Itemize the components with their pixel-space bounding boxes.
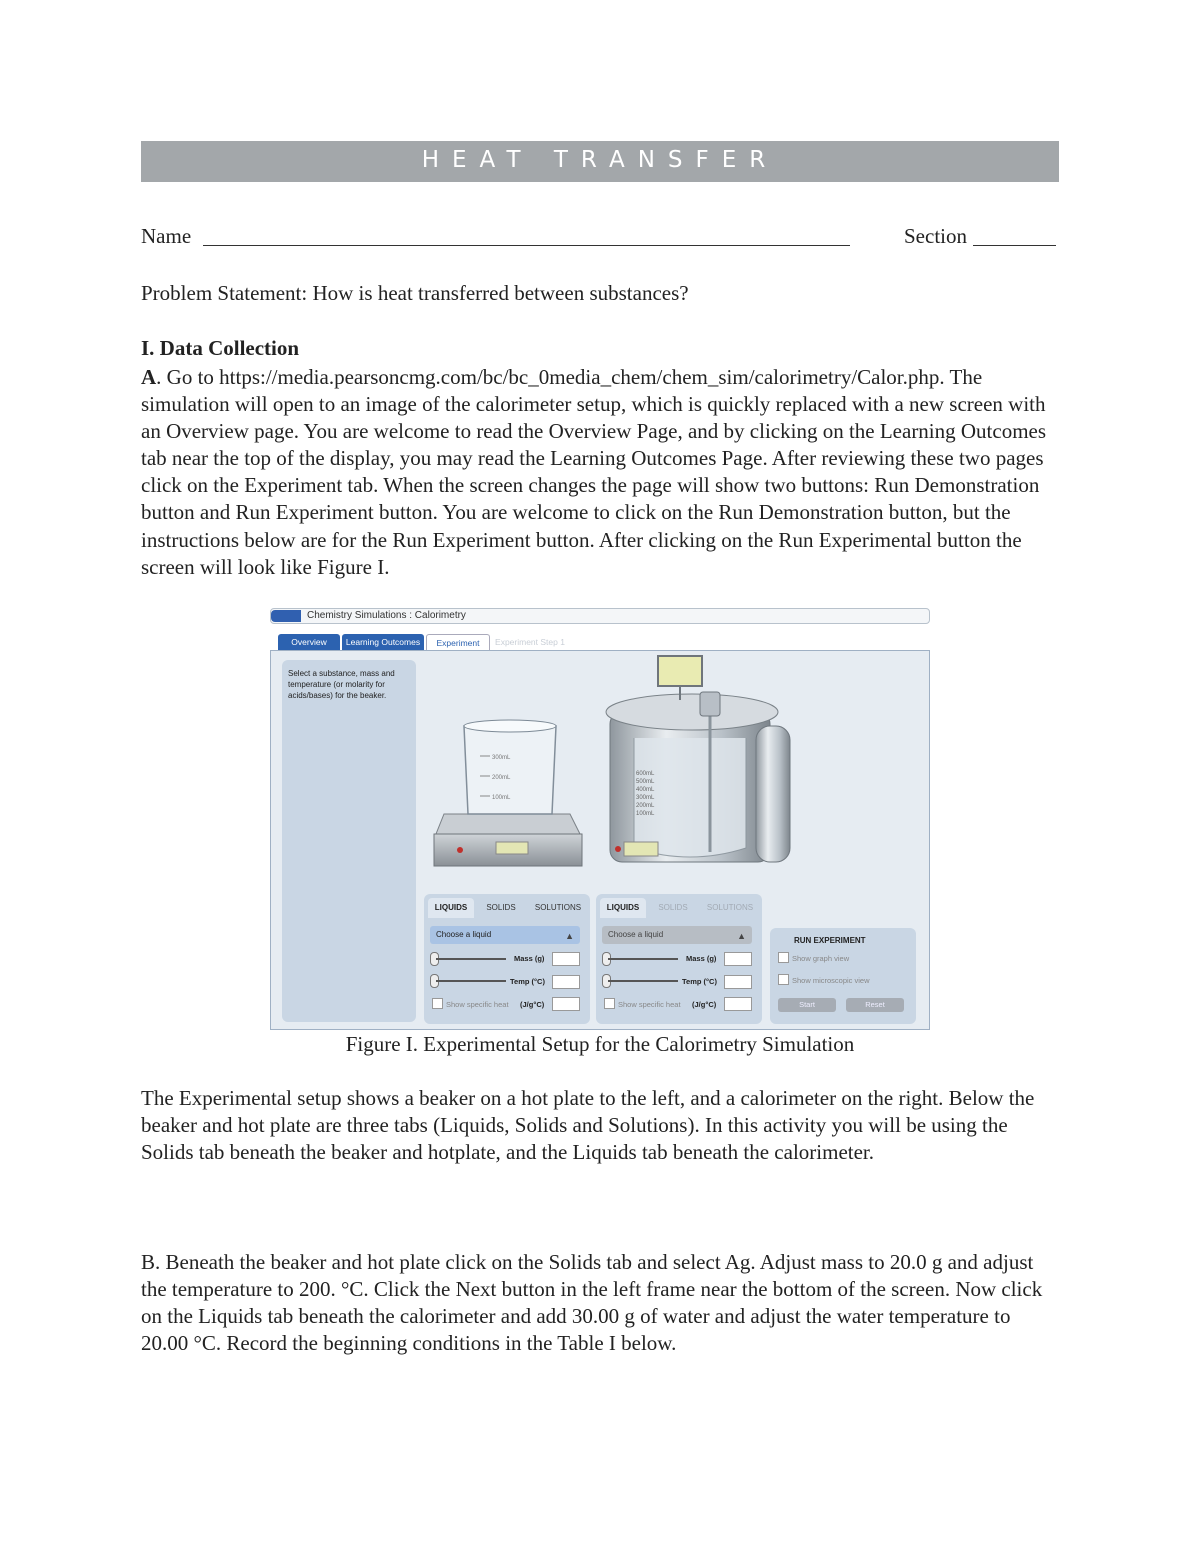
name-blank[interactable] (203, 245, 850, 246)
tab-experiment[interactable]: Experiment (426, 634, 490, 651)
beaker-mark-300: 300mL (492, 755, 511, 761)
beaker-mark-200: 200mL (492, 775, 511, 781)
beaker-specific-heat-input[interactable] (552, 997, 580, 1011)
beaker-temp-label: Temp (°C) (510, 977, 545, 986)
part-a-paragraph (141, 364, 1061, 581)
beaker-control-panel (424, 894, 590, 1024)
hot-plate (434, 814, 582, 866)
cal-specific-heat-label: Show specific heat (618, 1000, 681, 1009)
beaker-temp-input[interactable] (552, 975, 580, 989)
beaker-specific-heat-label: Show specific heat (446, 1000, 509, 1009)
sim-left-frame (282, 660, 416, 1022)
sim-instruction: Select a substance, mass and temperature (or molarity for acids/bases) for the beaker. (288, 669, 395, 700)
beaker-units-label: (J/g°C) (520, 1000, 545, 1009)
cal-liquid-select[interactable] (602, 926, 752, 944)
pearson-logo-icon (271, 610, 301, 622)
section-heading: I. Data Collection (141, 336, 300, 360)
cal-mark-300: 300mL (636, 795, 655, 801)
cal-specific-heat-checkbox[interactable] (604, 998, 615, 1009)
cal-mark-100: 100mL (636, 811, 655, 817)
beaker-specific-heat-checkbox[interactable] (432, 998, 443, 1009)
cal-temp-input[interactable] (724, 975, 752, 989)
reset-button[interactable]: Reset (846, 998, 904, 1012)
title-banner (141, 141, 1059, 182)
banner-title: HEAT TRANSFER (421, 147, 779, 173)
start-button[interactable]: Start (778, 998, 836, 1012)
beaker-mass-input[interactable] (552, 952, 580, 966)
run-experiment-title: RUN EXPERIMENT (794, 936, 866, 945)
graph-view-label: Show graph view (792, 954, 850, 963)
calorimeter (606, 656, 790, 862)
cal-choose-label: Choose a liquid (608, 930, 664, 939)
graph-view-checkbox[interactable] (778, 952, 789, 963)
beaker-tab-solids[interactable]: SOLIDS (486, 903, 516, 912)
cal-mass-input[interactable] (724, 952, 752, 966)
part-a-text: . Go to https://media.pearsoncmg.com/bc/bc_0media_chem/chem_sim/calorimetry/Calor.php. The simulation will open to an image of the calorimeter setup, which is quickly replaced with a new screen with an Overview page. You are welcome to read the Overview Page, and by clicking on the Learning Outcomes tab near the top of the display, you may read the Learning Outcomes Page. After reviewing these two pages click on the Experiment tab. When the screen changes the page will show two buttons: Run Demonstration button and Run Experiment button. You are welcome to click on the Run Demonstration button, but the instructions below are for the Run Experiment button. After clicking on the Run Experimental button the screen will look like Figure I. (141, 365, 1047, 579)
beaker (464, 720, 556, 814)
apparatus-illustration (420, 652, 926, 892)
cal-mark-500: 500mL (636, 779, 655, 785)
section-blank[interactable] (973, 245, 1056, 246)
triangle-up-icon: ▲ (737, 931, 746, 941)
beaker-choose-label: Choose a liquid (436, 930, 492, 939)
beaker-mass-slider[interactable] (436, 958, 506, 960)
part-b-paragraph: B. Beneath the beaker and hot plate click on the Solids tab and select Ag. Adjust mass to 20.0 g and adjust the temperature to 200. °C. Click the Next button in the left frame near the bottom of the screen. Now click on the Liquids tab beneath the calorimeter and add 30.00 g of water and adjust the water temperature to 20.00 °C. Record the beginning conditions in the Table I below. (141, 1250, 1043, 1356)
cal-temp-slider[interactable] (608, 980, 678, 982)
cal-tab-solids: SOLIDS (658, 903, 688, 912)
tab-experiment-step: Experiment Step 1 (495, 637, 565, 647)
sim-title-bar (270, 608, 930, 624)
beaker-mark-100: 100mL (492, 795, 511, 801)
setup-paragraph: The Experimental setup shows a beaker on a hot plate to the left, and a calorimeter on the right. Below the beaker and hot plate are three tabs (Liquids, Solids and Solutions). In this activity you will be using the Solids tab beneath the beaker and hotplate, and the Liquids tab beneath the calorimeter. (141, 1086, 1035, 1165)
cal-mark-600: 600mL (636, 771, 655, 777)
beaker-tab-liquids[interactable]: LIQUIDS (428, 898, 474, 918)
triangle-up-icon: ▲ (565, 931, 574, 941)
cal-tab-liquids[interactable]: LIQUIDS (600, 898, 646, 918)
cal-mass-slider[interactable] (608, 958, 678, 960)
cal-mass-label: Mass (g) (686, 954, 717, 963)
beaker-tab-solutions[interactable]: SOLUTIONS (534, 903, 582, 912)
part-a-label: A (141, 365, 157, 389)
figure-caption: Figure I. Experimental Setup for the Calorimetry Simulation (345, 1032, 855, 1056)
cal-temp-label: Temp (°C) (682, 977, 717, 986)
tab-overview[interactable]: Overview (278, 634, 340, 650)
microscopic-view-label: Show microscopic view (792, 976, 870, 985)
sim-window-title: Chemistry Simulations : Calorimetry (307, 610, 466, 621)
cal-specific-heat-input[interactable] (724, 997, 752, 1011)
problem-statement: Problem Statement: How is heat transferred between substances? (141, 281, 689, 305)
beaker-liquid-select[interactable] (430, 926, 580, 944)
beaker-temp-slider[interactable] (436, 980, 506, 982)
tab-learning-outcomes[interactable]: Learning Outcomes (342, 634, 424, 650)
cal-units-label: (J/g°C) (692, 1000, 717, 1009)
name-label: Name (141, 224, 192, 248)
section-label: Section (904, 224, 967, 248)
run-experiment-panel (770, 928, 916, 1024)
calorimetry-simulation-figure (270, 608, 930, 1030)
cal-mark-200: 200mL (636, 803, 655, 809)
beaker-mass-label: Mass (g) (514, 954, 545, 963)
cal-tab-solutions: SOLUTIONS (706, 903, 754, 912)
microscopic-view-checkbox[interactable] (778, 974, 789, 985)
calorimeter-control-panel (596, 894, 762, 1024)
cal-mark-400: 400mL (636, 787, 655, 793)
